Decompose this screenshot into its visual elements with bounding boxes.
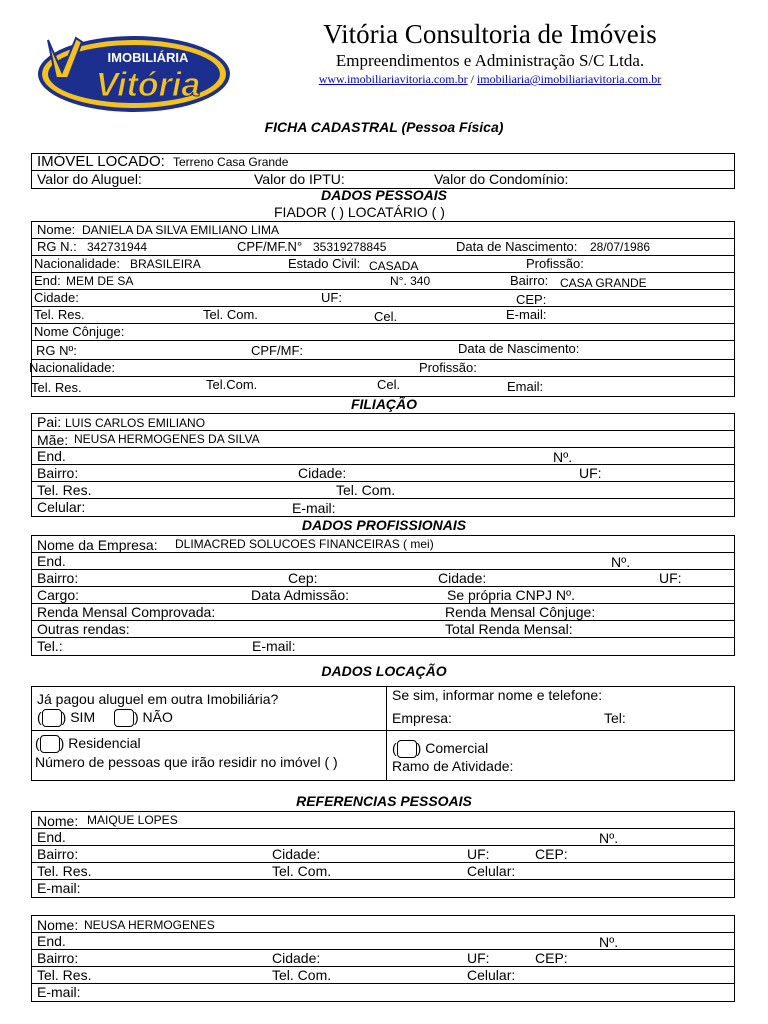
cpf-label: CPF/MF.N°	[237, 239, 303, 254]
pai-row	[32, 414, 734, 431]
filiacao-email-label[interactable]: E-mail:	[292, 500, 336, 516]
referencias-title: REFERENCIAS PESSOAIS	[296, 793, 472, 809]
residencial-checkbox[interactable]	[40, 735, 60, 753]
prof-bairro-label[interactable]: Bairro:	[37, 570, 79, 586]
ja-pagou-label: Já pagou aluguel em outra Imobiliária?	[37, 691, 279, 707]
admissao-label[interactable]: Data Admissão:	[251, 587, 350, 603]
prof-end-label[interactable]: End.	[37, 553, 66, 569]
bairro-label: Bairro:	[510, 273, 549, 288]
dados-locacao-title: DADOS LOCAÇÃO	[321, 663, 447, 679]
company-name: Vitória Consultoria de Imóveis	[323, 19, 657, 49]
prof-cidade-label[interactable]: Cidade:	[438, 570, 487, 586]
filiacao-end-row	[32, 448, 734, 465]
filiacao-box	[31, 413, 735, 517]
conjuge-nascimento-label[interactable]: Data de Nascimento:	[458, 341, 580, 356]
filiacao-celular-label[interactable]: Celular:	[37, 499, 86, 515]
imovel-locado-label: IMÓVEL LOCADO:	[37, 153, 165, 170]
nacionalidade-value[interactable]: BRASILEIRA	[130, 257, 201, 271]
ref2-nome-row	[32, 916, 734, 933]
locacao-empresa-label[interactable]: Empresa:	[392, 710, 452, 726]
filiacao-title: FILIAÇÃO	[350, 396, 418, 412]
cargo-row	[32, 587, 734, 604]
conjuge-profissao-label[interactable]: Profissão:	[419, 360, 477, 375]
sim-checkbox[interactable]	[42, 709, 62, 727]
ref2-tel-com-label[interactable]: Tel. Com.	[272, 967, 332, 983]
dados-profissionais-box	[31, 535, 735, 656]
ref1-numero-label[interactable]: Nº.	[599, 830, 619, 846]
ref1-uf-label[interactable]: UF:	[467, 846, 490, 862]
prof-cep-label[interactable]: Cep:	[288, 570, 318, 586]
dados-locacao-box	[31, 686, 735, 781]
ref2-uf-label[interactable]: UF:	[467, 950, 490, 966]
total-renda-label[interactable]: Total Renda Mensal:	[445, 621, 573, 637]
comercial-option[interactable]	[392, 740, 488, 758]
mae-label: Mãe:	[37, 432, 69, 448]
website-link[interactable]: www.imobiliariavitoria.com.br	[318, 72, 468, 86]
cpf-value[interactable]: 35319278845	[313, 240, 387, 254]
ref2-email-row	[32, 984, 734, 1001]
ref1-cep-label[interactable]: CEP:	[535, 846, 568, 862]
ref1-nome-label: Nome:	[37, 813, 79, 829]
nome-conjuge-row	[32, 324, 734, 341]
conjuge-email-label[interactable]: Email:	[507, 379, 544, 394]
nascimento-value[interactable]: 28/07/1986	[590, 240, 651, 254]
documentos-row	[32, 239, 734, 256]
ref2-tel-res-label[interactable]: Tel. Res.	[37, 967, 92, 983]
renda-conjuge-label[interactable]: Renda Mensal Cônjuge:	[445, 604, 596, 620]
filiacao-end-label[interactable]: End.	[37, 448, 66, 464]
conjuge-nacionalidade-label[interactable]: Nacionalidade:	[29, 360, 116, 375]
valor-condominio-label[interactable]: Valor do Condomínio:	[434, 171, 569, 187]
sim-paren: (	[37, 709, 42, 725]
ref1-tel-com-label[interactable]: Tel. Com.	[272, 863, 332, 879]
bairro-value[interactable]: CASA GRANDE	[560, 276, 647, 290]
dados-pessoais-title: DADOS PESSOAIS	[320, 187, 448, 203]
conjuge-tel-res-label[interactable]: Tel. Res.	[31, 380, 82, 395]
ref1-celular-label[interactable]: Celular:	[467, 863, 516, 879]
ref2-tel-row	[32, 967, 734, 984]
profissao-label[interactable]: Profissão:	[526, 256, 584, 271]
referencia-2-box	[31, 915, 735, 1002]
pai-label: Pai:	[37, 414, 62, 430]
logo-text-top: IMOBILIÁRIA	[107, 50, 189, 65]
prof-uf-label[interactable]: UF:	[659, 570, 682, 586]
cidade-label[interactable]: Cidade:	[34, 290, 79, 305]
cargo-label[interactable]: Cargo:	[37, 587, 80, 603]
ref2-celular-label[interactable]: Celular:	[467, 967, 516, 983]
filiacao-tel-res-label[interactable]: Tel. Res.	[37, 482, 92, 498]
referencia-1-box	[31, 811, 735, 898]
prof-end-row	[32, 553, 734, 570]
ref1-nome-row	[32, 812, 734, 829]
nao-label: ) NÃO	[134, 709, 173, 725]
locacao-divider-top	[386, 687, 387, 731]
filiacao-tel-row	[32, 482, 734, 499]
filiacao-numero-label[interactable]: Nº.	[553, 449, 573, 465]
prof-bairro-row	[32, 570, 734, 587]
fiador-locatario-options[interactable]: FIADOR ( ) LOCATÁRIO ( )	[274, 204, 445, 220]
ref1-tel-res-label[interactable]: Tel. Res.	[37, 863, 92, 879]
nome-value[interactable]: DANIELA DA SILVA EMILIANO LIMA	[82, 223, 279, 237]
cidade-row	[32, 290, 734, 307]
residencial-label: ) Residencial	[59, 735, 141, 751]
tel-res-label[interactable]: Tel. Res.	[34, 307, 85, 322]
ref2-numero-label[interactable]: Nº.	[599, 934, 619, 950]
locacao-tel-label[interactable]: Tel:	[604, 710, 626, 726]
filiacao-cidade-label[interactable]: Cidade:	[298, 465, 347, 481]
conjuge-telefones-row	[32, 377, 734, 396]
rg-label: RG N.:	[37, 239, 77, 254]
prof-tel-label[interactable]: Tel.:	[37, 638, 63, 654]
end-value[interactable]: MEM DE SA	[66, 274, 134, 288]
ref2-nome-label: Nome:	[37, 917, 79, 933]
company-links	[250, 71, 730, 87]
ref2-nome-value[interactable]: NEUSA HERMOGENES	[84, 918, 215, 932]
cnpj-label[interactable]: Se própria CNPJ Nº.	[447, 587, 576, 603]
endereco-row	[32, 273, 734, 290]
conjuge-rg-label[interactable]: RG Nº:	[36, 343, 77, 358]
num-pessoas-label[interactable]: Número de pessoas que irão residir no imóvel ( )	[35, 754, 338, 770]
ref1-nome-value[interactable]: MAIQUE LOPES	[87, 813, 178, 827]
ref2-end-label[interactable]: End.	[37, 933, 66, 949]
form-title: FICHA CADASTRAL (Pessoa Física)	[264, 119, 504, 135]
ref1-bairro-row	[32, 846, 734, 863]
dados-profissionais-title: DADOS PROFISSIONAIS	[301, 517, 467, 533]
nome-conjuge-label[interactable]: Nome Cônjuge:	[34, 324, 125, 339]
filiacao-bairro-row	[32, 465, 734, 482]
dados-pessoais-box	[31, 221, 735, 397]
ref1-bairro-label[interactable]: Bairro:	[37, 846, 79, 862]
email-link[interactable]: imobiliaria@imobiliariavitoria.com.br	[476, 72, 662, 86]
nascimento-label: Data de Nascimento:	[456, 239, 578, 254]
ref2-bairro-row	[32, 950, 734, 967]
cel-label[interactable]: Cel.	[374, 309, 398, 324]
ref2-bairro-label[interactable]: Bairro:	[37, 950, 79, 966]
comercial-checkbox[interactable]	[397, 740, 417, 758]
pai-value[interactable]: LUIS CARLOS EMILIANO	[65, 416, 206, 430]
comercial-label: ) Comercial	[416, 740, 489, 756]
filiacao-bairro-label[interactable]: Bairro:	[37, 465, 79, 481]
ref2-email-label[interactable]: E-mail:	[37, 984, 81, 1000]
residencial-option[interactable]	[35, 735, 141, 753]
nao-checkbox[interactable]	[114, 709, 134, 727]
sim-option[interactable]	[37, 709, 95, 727]
comercial-paren: (	[392, 740, 397, 756]
filiacao-tel-com-label[interactable]: Tel. Com.	[336, 482, 396, 498]
imovel-locado-row	[32, 154, 734, 171]
logo-text-main: Vitória	[95, 66, 201, 104]
empresa-value[interactable]: DLIMACRED SOLUCOES FINANCEIRAS ( mei)	[175, 537, 434, 551]
renda-row	[32, 604, 734, 621]
nacionalidade-label: Nacionalidade:	[34, 256, 121, 271]
sim-label: ) SIM	[61, 709, 96, 725]
outras-rendas-label[interactable]: Outras rendas:	[37, 621, 130, 637]
ref1-cidade-label[interactable]: Cidade:	[272, 846, 321, 862]
telefones-row	[32, 307, 734, 324]
prof-email-label[interactable]: E-mail:	[252, 638, 296, 654]
renda-label[interactable]: Renda Mensal Comprovada:	[37, 604, 216, 620]
locacao-row-divider	[32, 730, 734, 731]
imovel-box	[31, 153, 735, 189]
conjuge-cpf-label[interactable]: CPF/MF:	[251, 343, 303, 358]
locacao-divider-bottom	[386, 731, 387, 780]
empresa-row	[32, 536, 734, 553]
mae-value[interactable]: NEUSA HERMOGENES DA SILVA	[74, 432, 260, 446]
estado-civil-value[interactable]: CASADA	[369, 259, 419, 273]
prof-tel-row	[32, 638, 734, 655]
rg-value[interactable]: 342731944	[87, 240, 148, 254]
imobiliaria-vitoria-logo	[36, 30, 232, 114]
ref1-email-row	[32, 880, 734, 897]
imovel-locado-value[interactable]: Terreno Casa Grande	[173, 155, 289, 169]
ref2-cep-label[interactable]: CEP:	[535, 950, 568, 966]
ref1-end-row	[32, 829, 734, 846]
uf-label[interactable]: UF:	[321, 290, 342, 305]
ref1-tel-row	[32, 863, 734, 880]
conjuge-nacionalidade-row	[29, 360, 734, 377]
filiacao-uf-label[interactable]: UF:	[579, 465, 602, 481]
ref1-email-label[interactable]: E-mail:	[37, 880, 81, 896]
empresa-label: Nome da Empresa:	[37, 537, 158, 553]
end-label: End:	[34, 273, 61, 288]
ramo-atividade-label[interactable]: Ramo de Atividade:	[392, 758, 514, 774]
ref2-cidade-label[interactable]: Cidade:	[272, 950, 321, 966]
nao-option[interactable]	[114, 709, 173, 727]
outras-rendas-row	[32, 621, 734, 638]
cep-label[interactable]: CEP:	[516, 292, 547, 307]
numero-value[interactable]: N°. 340	[390, 274, 431, 288]
valores-row	[32, 171, 734, 188]
se-sim-label: Se sim, informar nome e telefone:	[392, 687, 603, 703]
estado-civil-label: Estado Civil:	[288, 256, 361, 271]
conjuge-cel-label[interactable]: Cel.	[377, 377, 401, 392]
prof-numero-label[interactable]: Nº.	[611, 554, 631, 570]
nome-row	[32, 222, 734, 239]
residencial-paren: (	[35, 735, 40, 751]
nacionalidade-row	[32, 256, 734, 273]
link-separator: /	[467, 72, 477, 86]
company-subtitle: Empreendimentos e Administração S/C Ltda.	[335, 51, 645, 70]
filiacao-celular-row	[32, 499, 734, 516]
tel-com-label[interactable]: Tel. Com.	[203, 307, 258, 322]
email-label[interactable]: E-mail:	[506, 307, 547, 322]
conjuge-tel-com-label[interactable]: Tel.Com.	[206, 377, 258, 392]
mae-row	[32, 431, 734, 448]
conjuge-documentos-row	[32, 341, 734, 360]
ref1-end-label[interactable]: End.	[37, 829, 66, 845]
ref2-end-row	[32, 933, 734, 950]
valor-iptu-label[interactable]: Valor do IPTU:	[254, 171, 345, 187]
nome-label: Nome:	[37, 222, 76, 237]
valor-aluguel-label[interactable]: Valor do Aluguel:	[37, 171, 142, 187]
